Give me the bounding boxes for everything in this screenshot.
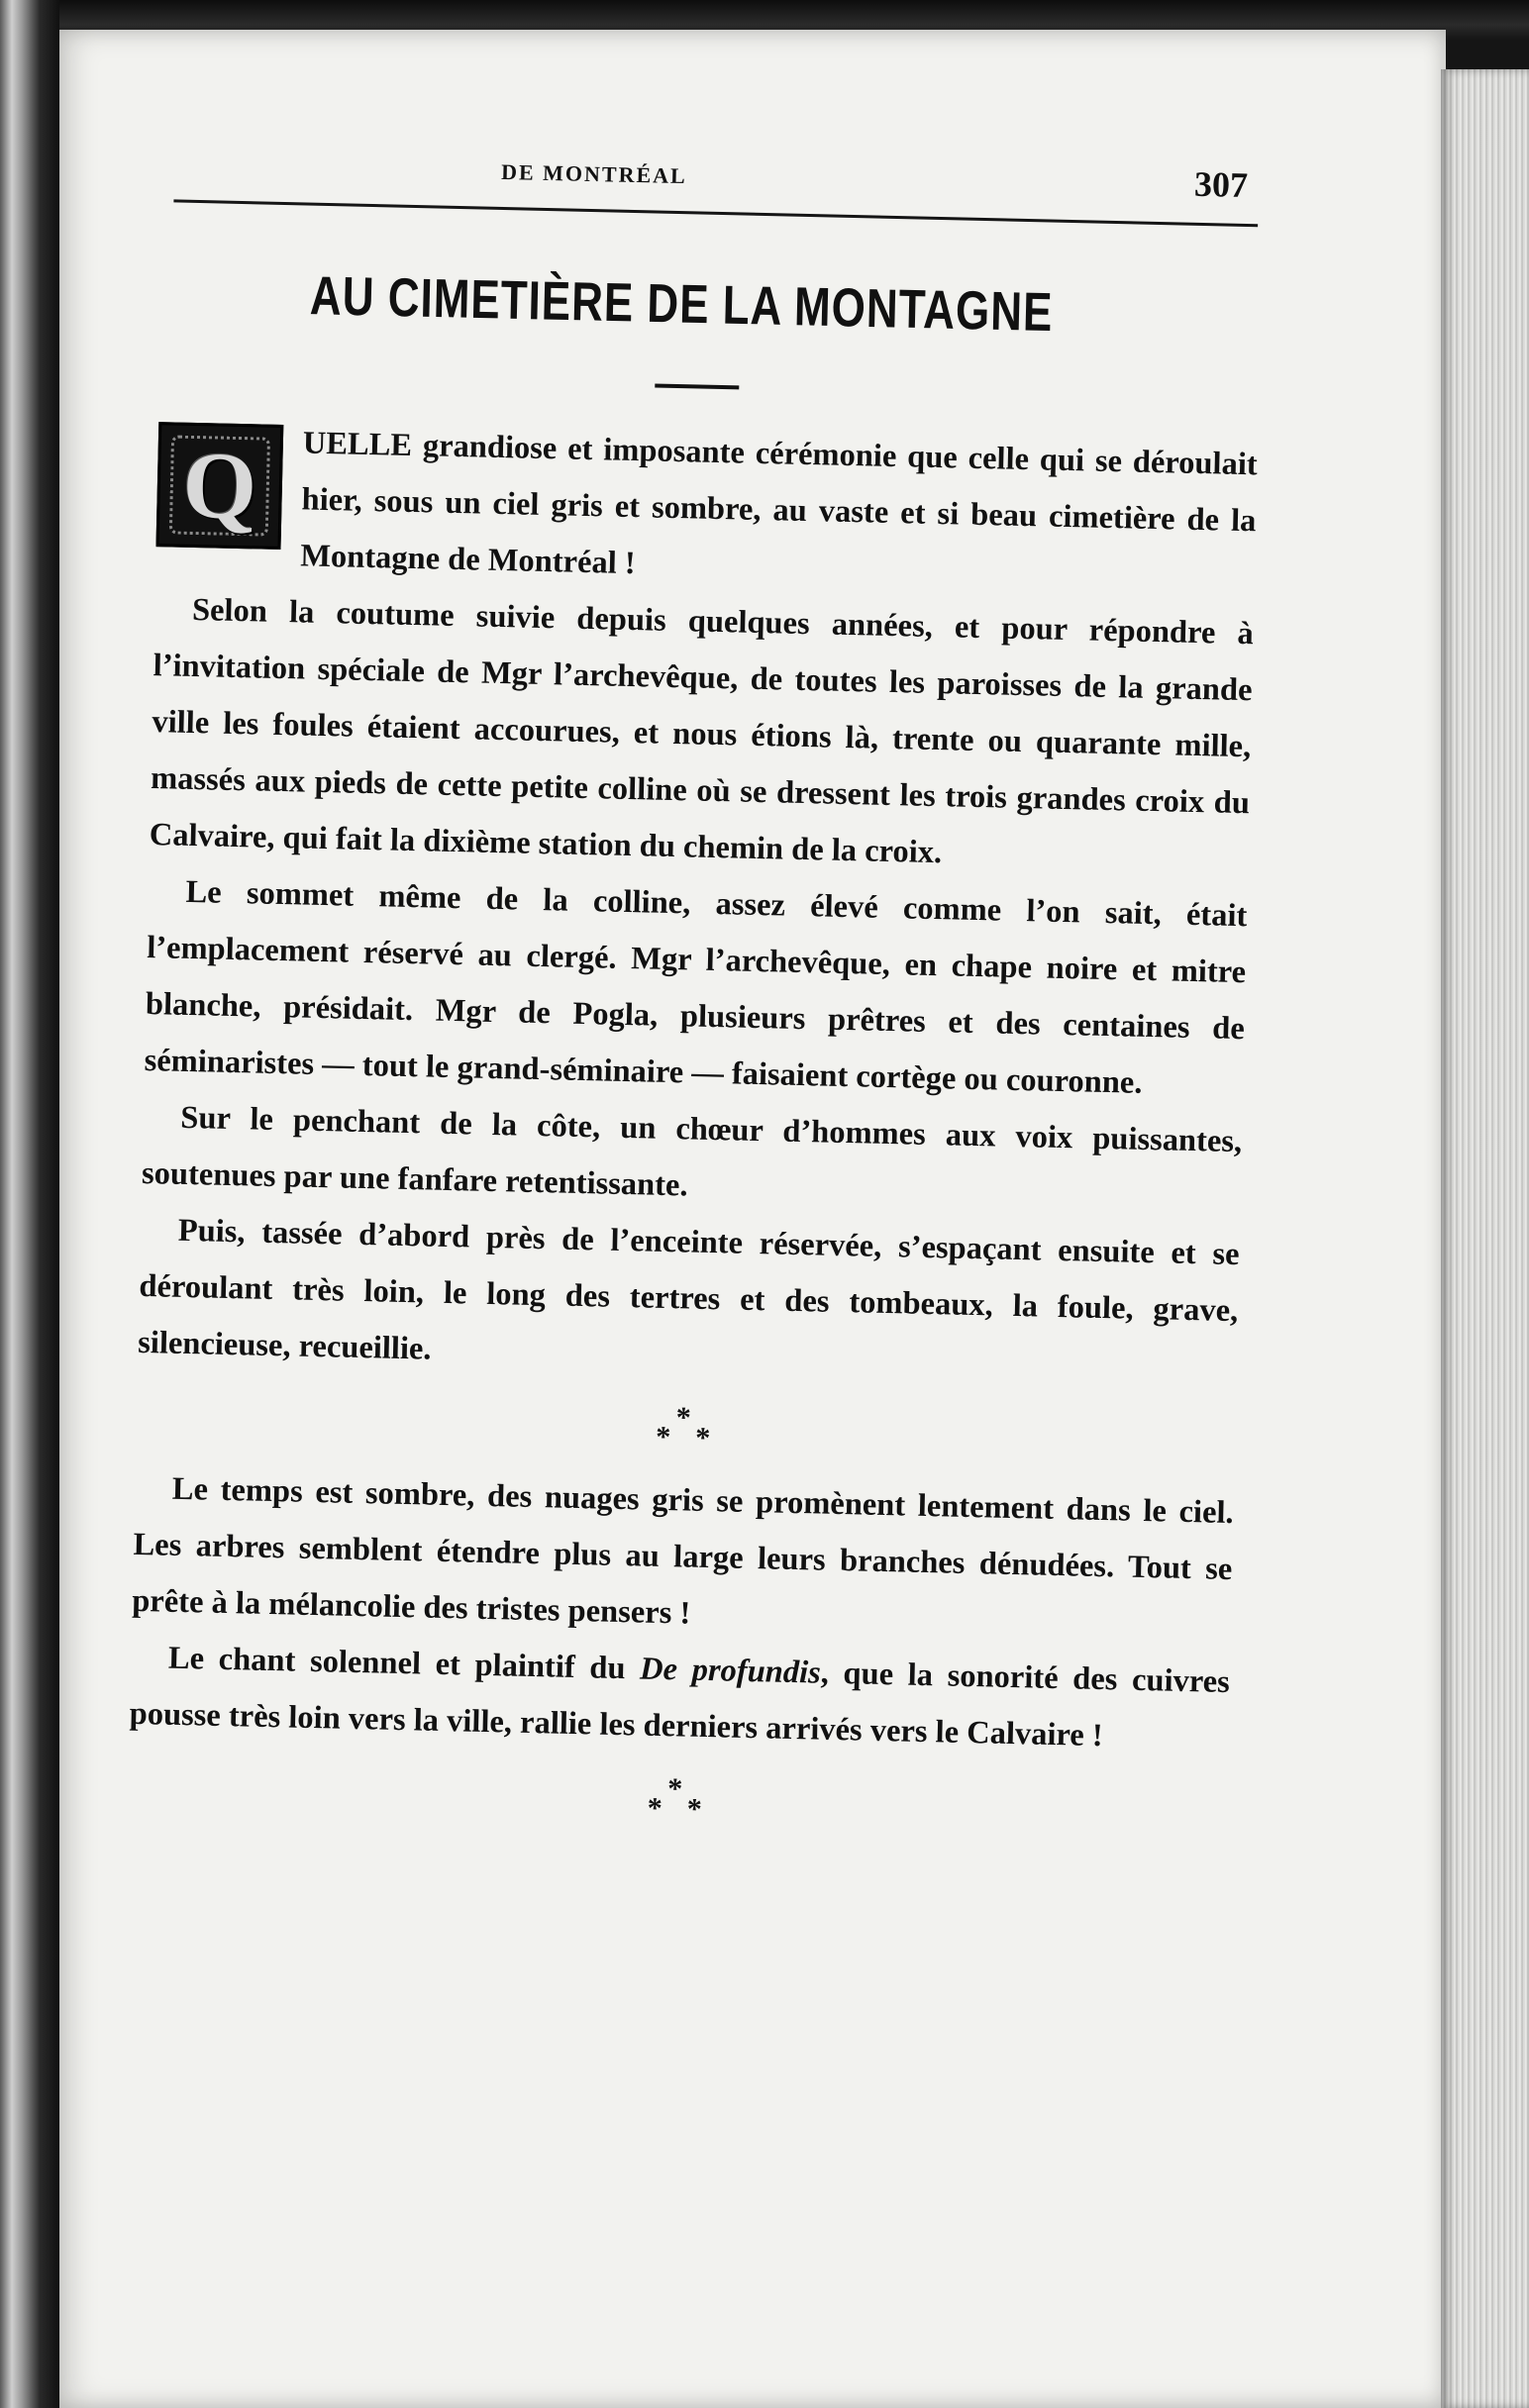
star-mark: * [647,1791,663,1826]
paragraph-2: Selon la coutume suivie depuis quelques années, et pour répondre à l’invitation spéciale de Mgr l’archevêque, de toutes les paroisses de la grande ville les foules étaient accourues, et nous étions là, trente ou quarante mille, massés aux pieds de cette petite colline où se dressent les trois grandes croix du Calvaire, qui fait la dixième station du chemin de la croix. [149,591,1255,871]
star-mark: * [675,1401,692,1435]
paragraph-3: Le sommet même de la colline, assez élevé comme l’on sait, était l’emplacement réservé au clergé. Mgr l’archevêque, en chape noire et mitre blanche, présidait. Mgr de Pogla, plusieurs prêtres et des centaines de séminaristes — tout le grand-séminaire — faisaient cortège ou couronne. [144,873,1248,1101]
star-mark: * [655,1420,671,1455]
paragraph-1-text: UELLE grandiose et imposante cérémonie que celle qui se déroulait hier, sous un ciel gris et sombre, au vaste et si beau cimetière de la Montagne de Montréal ! [299,425,1259,582]
body-text [127,412,1258,1856]
paragraph-1 [155,412,1259,606]
paragraph-7-italic: De profundis [639,1651,822,1691]
page-number: 307 [1193,163,1249,206]
star-mark: * [694,1421,711,1455]
paragraph-4: Sur le penchant de la côte, un chœur d’hommes aux voix puissantes, soutenues par une fanfare retentissante. [141,1099,1243,1204]
star-mark: * [686,1792,703,1826]
paragraph-6: Le temps est sombre, des nuages gris se promènent lentement dans le ciel. Les arbres semblent étendre plus au large leurs branches dénudées. Tout se prête à la mélancolie des tristes pensers ! [131,1470,1235,1632]
paragraph-7-text-a: Le chant solennel et plaintif du [167,1640,641,1687]
binding-edge [0,0,59,2408]
ornamental-dropcap [155,422,283,550]
dropcap-letter: Q [181,431,258,540]
running-title: DE MONTRÉAL [500,158,688,189]
page-stack-edge [1441,69,1529,2408]
paragraph-5: Puis, tassée d’abord près de l’enceinte réservée, s’espaçant ensuite et se déroulant très loin, le long des tertres et des tombeaux, la foule, grave, silencieuse, recueillie. [137,1212,1240,1367]
star-mark: * [666,1772,683,1806]
paragraph-7-text-b: , que la sonorité des cuivres pousse très loin vers la ville, rallie les derniers arrivés vers le Calvaire ! [129,1655,1231,1755]
chapter-title: AU CIMETIÈRE DE LA MONTAGNE [309,265,1055,344]
